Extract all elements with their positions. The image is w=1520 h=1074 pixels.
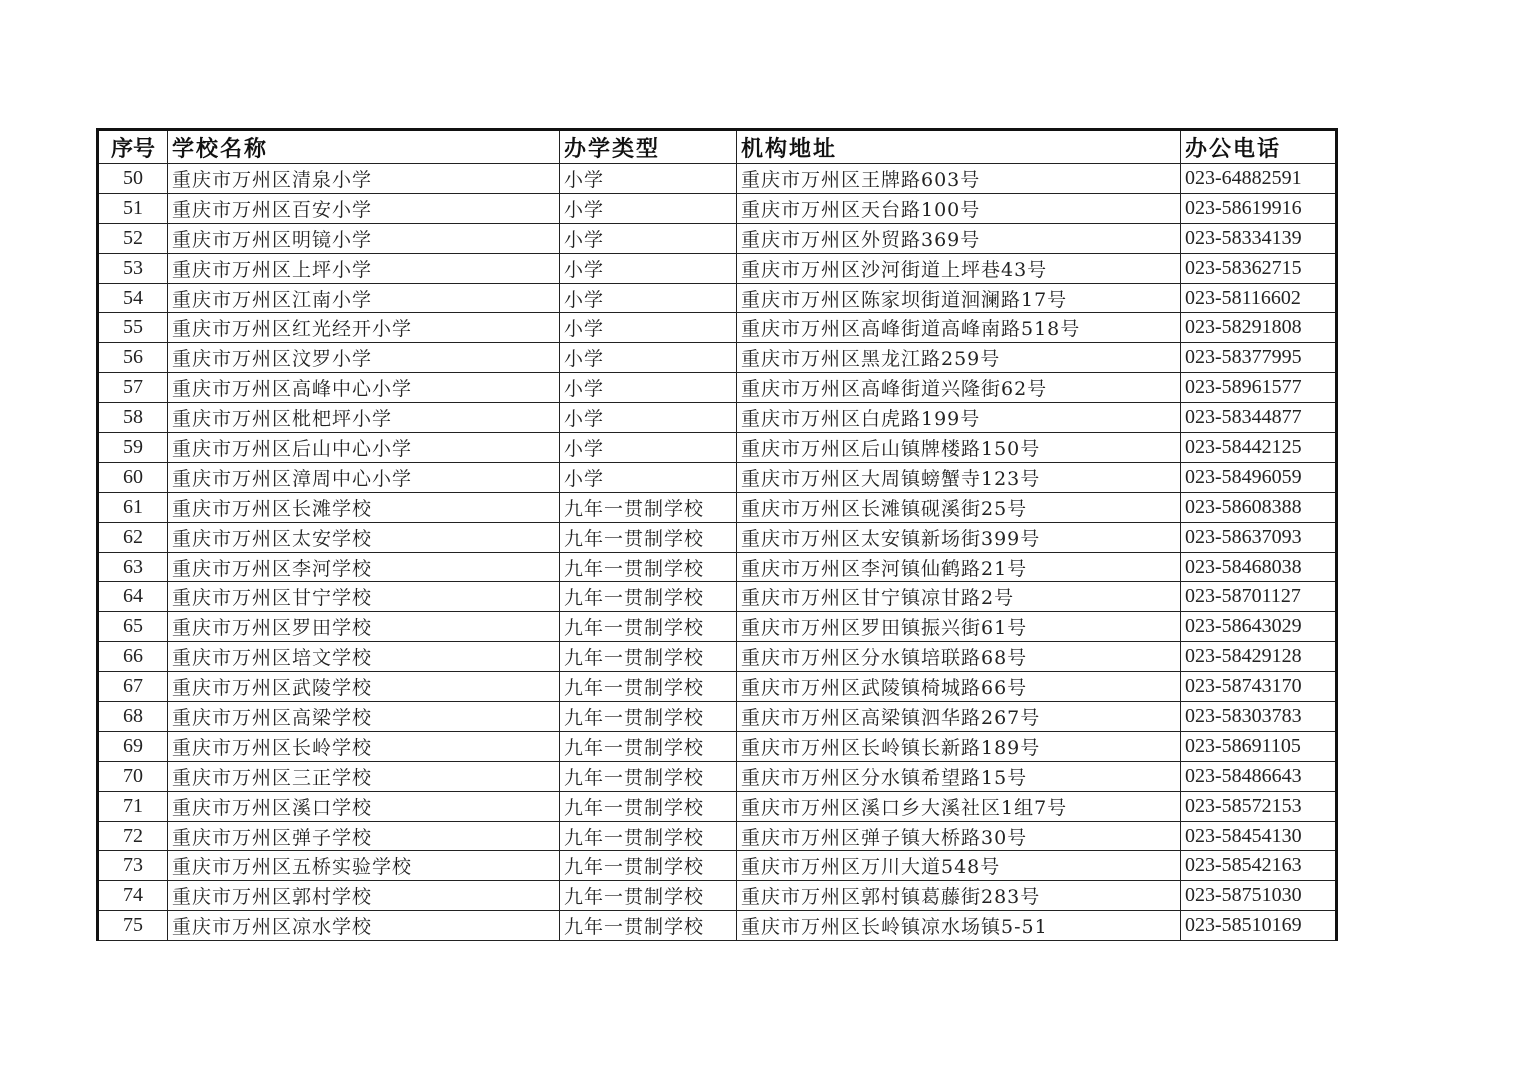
cell-school-name: 重庆市万州区弹子学校 (168, 821, 560, 851)
cell-office-phone: 023-58429128 (1181, 642, 1337, 672)
cell-serial-number: 63 (98, 552, 168, 582)
cell-serial-number: 62 (98, 522, 168, 552)
table-row (98, 761, 1337, 791)
cell-office-phone: 023-58442125 (1181, 433, 1337, 463)
cell-school-type: 九年一贯制学校 (560, 911, 737, 941)
cell-school-type: 九年一贯制学校 (560, 702, 737, 732)
cell-address: 重庆市万州区高峰街道兴隆街62号 (737, 373, 1181, 403)
cell-school-type: 小学 (560, 403, 737, 433)
table-row (98, 612, 1337, 642)
cell-school-type: 九年一贯制学校 (560, 522, 737, 552)
cell-office-phone: 023-58619916 (1181, 193, 1337, 223)
table-row (98, 821, 1337, 851)
cell-school-name: 重庆市万州区溪口学校 (168, 791, 560, 821)
table-row (98, 911, 1337, 941)
cell-serial-number: 69 (98, 731, 168, 761)
cell-school-name: 重庆市万州区高梁学校 (168, 702, 560, 732)
table-row (98, 164, 1337, 194)
cell-office-phone: 023-58377995 (1181, 343, 1337, 373)
table-row (98, 223, 1337, 253)
cell-office-phone: 023-64882591 (1181, 164, 1337, 194)
cell-school-type: 小学 (560, 373, 737, 403)
cell-school-name: 重庆市万州区长滩学校 (168, 492, 560, 522)
cell-school-type: 九年一贯制学校 (560, 642, 737, 672)
cell-school-name: 重庆市万州区江南小学 (168, 283, 560, 313)
table-row (98, 193, 1337, 223)
cell-serial-number: 55 (98, 313, 168, 343)
cell-address: 重庆市万州区高峰街道高峰南路518号 (737, 313, 1181, 343)
cell-office-phone: 023-58468038 (1181, 552, 1337, 582)
cell-address: 重庆市万州区陈家坝街道洄澜路17号 (737, 283, 1181, 313)
cell-school-name: 重庆市万州区罗田学校 (168, 612, 560, 642)
cell-office-phone: 023-58303783 (1181, 702, 1337, 732)
table-row (98, 881, 1337, 911)
cell-address: 重庆市万州区弹子镇大桥路30号 (737, 821, 1181, 851)
table-row (98, 522, 1337, 552)
cell-office-phone: 023-58608388 (1181, 492, 1337, 522)
cell-address: 重庆市万州区万川大道548号 (737, 851, 1181, 881)
cell-office-phone: 023-58701127 (1181, 582, 1337, 612)
cell-serial-number: 65 (98, 612, 168, 642)
table-row (98, 672, 1337, 702)
table-header-row (98, 130, 1337, 164)
cell-school-type: 小学 (560, 223, 737, 253)
cell-office-phone: 023-58643029 (1181, 612, 1337, 642)
cell-school-type: 九年一贯制学校 (560, 582, 737, 612)
cell-school-name: 重庆市万州区红光经开小学 (168, 313, 560, 343)
cell-school-type: 小学 (560, 462, 737, 492)
table-row (98, 462, 1337, 492)
cell-address: 重庆市万州区分水镇希望路15号 (737, 761, 1181, 791)
table-row (98, 373, 1337, 403)
cell-school-name: 重庆市万州区高峰中心小学 (168, 373, 560, 403)
cell-school-name: 重庆市万州区百安小学 (168, 193, 560, 223)
cell-school-name: 重庆市万州区李河学校 (168, 552, 560, 582)
cell-school-type: 九年一贯制学校 (560, 851, 737, 881)
table-row (98, 253, 1337, 283)
cell-school-type: 九年一贯制学校 (560, 672, 737, 702)
table-row (98, 313, 1337, 343)
table-row (98, 433, 1337, 463)
cell-school-name: 重庆市万州区上坪小学 (168, 253, 560, 283)
header-school-type: 办学类型 (560, 130, 737, 164)
cell-school-type: 小学 (560, 343, 737, 373)
cell-address: 重庆市万州区郭村镇葛藤街283号 (737, 881, 1181, 911)
cell-address: 重庆市万州区长岭镇凉水场镇5-51 (737, 911, 1181, 941)
school-directory-table (96, 128, 1338, 941)
cell-serial-number: 61 (98, 492, 168, 522)
cell-school-name: 重庆市万州区武陵学校 (168, 672, 560, 702)
cell-office-phone: 023-58961577 (1181, 373, 1337, 403)
cell-serial-number: 70 (98, 761, 168, 791)
cell-school-name: 重庆市万州区汶罗小学 (168, 343, 560, 373)
cell-school-type: 小学 (560, 313, 737, 343)
cell-serial-number: 54 (98, 283, 168, 313)
cell-office-phone: 023-58691105 (1181, 731, 1337, 761)
header-address: 机构地址 (737, 130, 1181, 164)
cell-address: 重庆市万州区大周镇螃蟹寺123号 (737, 462, 1181, 492)
cell-school-name: 重庆市万州区甘宁学校 (168, 582, 560, 612)
cell-school-type: 九年一贯制学校 (560, 881, 737, 911)
cell-school-type: 小学 (560, 283, 737, 313)
cell-office-phone: 023-58486643 (1181, 761, 1337, 791)
cell-serial-number: 50 (98, 164, 168, 194)
cell-school-type: 九年一贯制学校 (560, 492, 737, 522)
cell-school-name: 重庆市万州区郭村学校 (168, 881, 560, 911)
table-row (98, 702, 1337, 732)
cell-office-phone: 023-58637093 (1181, 522, 1337, 552)
cell-address: 重庆市万州区天台路100号 (737, 193, 1181, 223)
cell-serial-number: 72 (98, 821, 168, 851)
cell-school-type: 小学 (560, 433, 737, 463)
cell-school-name: 重庆市万州区凉水学校 (168, 911, 560, 941)
cell-school-name: 重庆市万州区三正学校 (168, 761, 560, 791)
cell-school-name: 重庆市万州区太安学校 (168, 522, 560, 552)
table-row (98, 851, 1337, 881)
cell-school-name: 重庆市万州区枇杷坪小学 (168, 403, 560, 433)
cell-school-name: 重庆市万州区五桥实验学校 (168, 851, 560, 881)
cell-school-name: 重庆市万州区明镜小学 (168, 223, 560, 253)
cell-address: 重庆市万州区外贸路369号 (737, 223, 1181, 253)
cell-school-type: 九年一贯制学校 (560, 761, 737, 791)
cell-address: 重庆市万州区武陵镇椅城路66号 (737, 672, 1181, 702)
cell-serial-number: 56 (98, 343, 168, 373)
cell-school-type: 小学 (560, 193, 737, 223)
cell-address: 重庆市万州区白虎路199号 (737, 403, 1181, 433)
cell-address: 重庆市万州区高梁镇泗华路267号 (737, 702, 1181, 732)
cell-serial-number: 59 (98, 433, 168, 463)
header-school-name: 学校名称 (168, 130, 560, 164)
cell-serial-number: 68 (98, 702, 168, 732)
cell-office-phone: 023-58496059 (1181, 462, 1337, 492)
cell-address: 重庆市万州区沙河街道上坪巷43号 (737, 253, 1181, 283)
cell-office-phone: 023-58454130 (1181, 821, 1337, 851)
cell-school-type: 九年一贯制学校 (560, 731, 737, 761)
table-row (98, 791, 1337, 821)
cell-address: 重庆市万州区太安镇新场街399号 (737, 522, 1181, 552)
cell-serial-number: 51 (98, 193, 168, 223)
cell-office-phone: 023-58510169 (1181, 911, 1337, 941)
cell-office-phone: 023-58362715 (1181, 253, 1337, 283)
table-row (98, 552, 1337, 582)
cell-school-type: 小学 (560, 164, 737, 194)
table-row (98, 731, 1337, 761)
cell-school-name: 重庆市万州区培文学校 (168, 642, 560, 672)
table-row (98, 642, 1337, 672)
cell-serial-number: 73 (98, 851, 168, 881)
cell-school-name: 重庆市万州区漳周中心小学 (168, 462, 560, 492)
cell-serial-number: 60 (98, 462, 168, 492)
cell-school-type: 九年一贯制学校 (560, 612, 737, 642)
cell-school-type: 九年一贯制学校 (560, 552, 737, 582)
table-row (98, 582, 1337, 612)
cell-office-phone: 023-58116602 (1181, 283, 1337, 313)
cell-office-phone: 023-58344877 (1181, 403, 1337, 433)
cell-address: 重庆市万州区长岭镇长新路189号 (737, 731, 1181, 761)
cell-address: 重庆市万州区分水镇培联路68号 (737, 642, 1181, 672)
cell-school-type: 九年一贯制学校 (560, 791, 737, 821)
cell-address: 重庆市万州区溪口乡大溪社区1组7号 (737, 791, 1181, 821)
cell-school-name: 重庆市万州区长岭学校 (168, 731, 560, 761)
cell-serial-number: 64 (98, 582, 168, 612)
cell-serial-number: 71 (98, 791, 168, 821)
header-office-phone: 办公电话 (1181, 130, 1337, 164)
cell-address: 重庆市万州区罗田镇振兴街61号 (737, 612, 1181, 642)
header-serial-number: 序号 (98, 130, 168, 164)
cell-office-phone: 023-58334139 (1181, 223, 1337, 253)
cell-serial-number: 74 (98, 881, 168, 911)
cell-address: 重庆市万州区后山镇牌楼路150号 (737, 433, 1181, 463)
cell-office-phone: 023-58751030 (1181, 881, 1337, 911)
table-row (98, 343, 1337, 373)
cell-serial-number: 57 (98, 373, 168, 403)
table-body (98, 164, 1337, 941)
cell-serial-number: 67 (98, 672, 168, 702)
cell-serial-number: 52 (98, 223, 168, 253)
cell-office-phone: 023-58291808 (1181, 313, 1337, 343)
cell-school-name: 重庆市万州区清泉小学 (168, 164, 560, 194)
cell-serial-number: 53 (98, 253, 168, 283)
cell-address: 重庆市万州区长滩镇砚溪街25号 (737, 492, 1181, 522)
cell-serial-number: 75 (98, 911, 168, 941)
cell-address: 重庆市万州区黑龙江路259号 (737, 343, 1181, 373)
cell-serial-number: 58 (98, 403, 168, 433)
cell-serial-number: 66 (98, 642, 168, 672)
cell-office-phone: 023-58572153 (1181, 791, 1337, 821)
cell-address: 重庆市万州区甘宁镇凉甘路2号 (737, 582, 1181, 612)
cell-address: 重庆市万州区李河镇仙鹤路21号 (737, 552, 1181, 582)
cell-school-name: 重庆市万州区后山中心小学 (168, 433, 560, 463)
cell-school-type: 九年一贯制学校 (560, 821, 737, 851)
cell-office-phone: 023-58542163 (1181, 851, 1337, 881)
cell-office-phone: 023-58743170 (1181, 672, 1337, 702)
table-row (98, 283, 1337, 313)
cell-address: 重庆市万州区王牌路603号 (737, 164, 1181, 194)
table-row (98, 403, 1337, 433)
table-row (98, 492, 1337, 522)
cell-school-type: 小学 (560, 253, 737, 283)
